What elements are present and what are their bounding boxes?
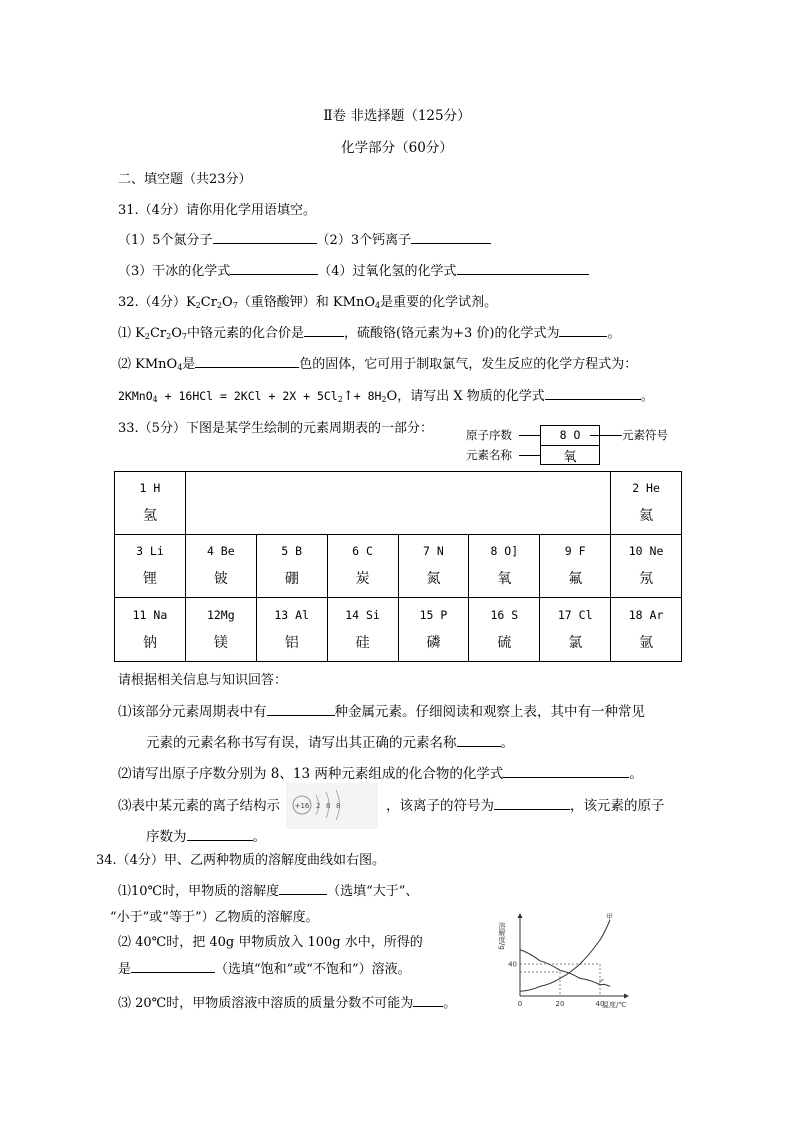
- q34-blank-saturation[interactable]: [131, 960, 215, 973]
- series-line-jia: [520, 920, 610, 991]
- element-name: 氩: [639, 634, 654, 651]
- q32-stem-b: （重铬酸钾）和 KMnO: [237, 295, 375, 310]
- element-cell: [115, 598, 186, 662]
- q32-stem-c: 是重要的化学试剂。: [380, 295, 498, 310]
- q32-blank-color[interactable]: [195, 355, 299, 368]
- q33-s2b: 。: [629, 766, 643, 782]
- q33-s3b: ，该离子的符号为: [386, 798, 494, 814]
- element-name: 硼: [284, 571, 299, 587]
- q32-line-2: [118, 353, 637, 372]
- q31-part2: （2）3个钙离子: [316, 233, 412, 248]
- q32-sub-k: 2: [195, 301, 201, 310]
- q32-l1-sub-k: 2: [144, 332, 150, 341]
- solubility-chart: [500, 910, 636, 1012]
- element-cell: [540, 535, 611, 598]
- element-symbol: 5 B: [281, 544, 303, 558]
- element-symbol: 13 Al: [274, 607, 309, 622]
- q33-s3a: ⑶表中某元素的离子结构示: [118, 798, 280, 814]
- shell-electrons-3: 8: [336, 802, 341, 810]
- gas-arrow-icon: ↑: [342, 389, 354, 404]
- q34-s1a: ⑴10℃时，甲物质的溶解度: [118, 884, 280, 899]
- q31-line-2: [118, 260, 589, 279]
- q31-line-1: [118, 229, 491, 248]
- element-symbol: 2 He: [632, 481, 660, 495]
- q33-s3d: 序数为: [146, 829, 187, 845]
- element-cell: [398, 535, 469, 598]
- q33-blank-compound[interactable]: [503, 765, 629, 778]
- element-symbol: 6 C: [352, 544, 373, 558]
- q32-eq-sub2: 2: [337, 395, 343, 404]
- q32-l2-sub: 4: [177, 363, 183, 372]
- q34-blank-fraction[interactable]: [413, 994, 443, 1007]
- section-title: Ⅱ卷 非选择题（125分）: [323, 108, 471, 124]
- q34-sub3: [118, 992, 456, 1011]
- q32-eq-b: + 16HCl = 2KCl + 2X + 5Cl: [157, 389, 338, 403]
- element-symbol: 8 O]: [490, 544, 519, 558]
- q33-s1a: ⑴该部分元素周期表中有: [118, 704, 267, 720]
- legend-element-name: 元素名称: [466, 448, 512, 462]
- q33-sub3-line2: [146, 825, 266, 845]
- q32-l1-end: 。: [607, 326, 621, 341]
- element-name: 磷: [426, 634, 441, 651]
- q32-l1-o: O: [171, 326, 182, 341]
- q32-blank-x[interactable]: [545, 387, 641, 400]
- q32-blank-valence[interactable]: [304, 324, 344, 337]
- x-tick-label: 0: [517, 1000, 523, 1008]
- nucleus-charge: +16: [294, 802, 310, 810]
- element-name: 炭: [355, 571, 370, 587]
- element-name: 氧: [497, 571, 512, 587]
- q33-blank-correct-name[interactable]: [457, 734, 501, 747]
- q32-l2-text2: 色的固体，它可用于制取氯气，发生反应的化学方程式为：: [299, 357, 638, 372]
- y-axis-arrow-icon: [518, 913, 523, 918]
- q33-blank-atomic-number[interactable]: [187, 828, 253, 841]
- q32-sub-o4: 4: [374, 301, 381, 310]
- element-name: 氯: [568, 634, 583, 651]
- y-axis-label-text: 溶解度/g: [498, 922, 506, 950]
- legend-sample-name: 氧: [563, 450, 577, 465]
- element-cell: [540, 598, 611, 662]
- shell-electrons-2: 8: [326, 802, 331, 810]
- ion-structure-diagram: [286, 783, 378, 829]
- q33-s1c: 元素的元素名称书写有误，请写出其正确的元素名称: [146, 735, 457, 751]
- q31-part4: （4）过氧化氢的化学式: [318, 264, 457, 279]
- series-label: 甲: [606, 913, 613, 921]
- q34-s3a: ⑶ 20℃时，甲物质溶液中溶质的质量分数不可能为: [118, 996, 414, 1011]
- element-symbol: 15 P: [419, 607, 448, 622]
- element-symbol: 3 Li: [136, 544, 164, 558]
- q33-blank-ion-symbol[interactable]: [494, 797, 570, 810]
- q33-s3e: 。: [252, 829, 266, 845]
- element-cell-h: [115, 472, 186, 535]
- q34-stem: 34.（4分）甲、乙两种物质的溶解度曲线如右图。: [96, 853, 385, 868]
- x-axis-arrow-icon: [624, 994, 629, 999]
- element-cell: [185, 535, 256, 598]
- q32-eq-end: 。: [640, 389, 654, 404]
- element-cell-he: [611, 472, 682, 535]
- q31-blank-2[interactable]: [411, 231, 491, 244]
- element-name: 氢: [142, 508, 157, 524]
- element-symbol: 14 Si: [345, 607, 380, 622]
- element-symbol: 4 Be: [206, 544, 235, 558]
- q31-stem: 31.（4分）请你用化学用语填空。: [118, 203, 316, 218]
- element-cell: [327, 535, 398, 598]
- element-cell: [611, 535, 682, 598]
- q32-o: O: [222, 295, 233, 310]
- q32-blank-sulfate[interactable]: [559, 324, 607, 337]
- element-cell: [469, 535, 540, 598]
- element-name: 钠: [142, 634, 157, 651]
- q31-part3: （3）干冰的化学式: [118, 264, 231, 279]
- element-cell: [115, 535, 186, 598]
- table-row: [115, 535, 682, 598]
- q33-sub1-line2: [146, 731, 514, 751]
- q33-sub1-line1: [118, 700, 645, 720]
- table-row: [115, 472, 682, 535]
- q33-s1d: 。: [500, 735, 514, 751]
- fill-in-heading: 二、填空题（共23分）: [118, 172, 252, 187]
- element-name: 氟: [568, 571, 583, 587]
- element-name: 镁: [213, 634, 228, 651]
- element-symbol: 9 F: [564, 544, 586, 558]
- legend-sample-symbol: 8 O: [559, 428, 581, 442]
- element-cell: [185, 598, 256, 662]
- x-tick-label: 20: [555, 1000, 565, 1008]
- q31-part1: （1）5个氮分子: [118, 233, 213, 248]
- empty-span-cell: [185, 472, 610, 535]
- q32-eq-c: + 8H: [353, 389, 382, 403]
- legend-atomic-number: 原子序数: [466, 428, 512, 442]
- q34-blank-compare[interactable]: [279, 882, 327, 895]
- q33-s2a: ⑵请写出原子序数分别为 8、13 两种元素组成的化合物的化学式: [118, 766, 504, 782]
- element-name: 氮: [426, 571, 441, 587]
- q32-l2-prefix: ⑵ KMnO: [118, 357, 178, 372]
- element-symbol: 11 Na: [132, 607, 168, 622]
- q31-blank-1[interactable]: [213, 231, 317, 244]
- shell-electrons-1: 2: [316, 802, 321, 810]
- q33-after: 请根据相关信息与知识回答：: [118, 673, 288, 688]
- element-name: 硫: [497, 634, 512, 651]
- q34-sub2-line1: ⑵ 40℃时，把 40g 甲物质放入 100g 水中，所得的: [118, 935, 423, 950]
- element-name: 锂: [142, 571, 157, 587]
- q32-line-1: [118, 322, 620, 341]
- element-cell: [611, 598, 682, 662]
- element-cell: [327, 598, 398, 662]
- periodic-table: [114, 471, 682, 662]
- element-symbol: 1 H: [139, 481, 161, 495]
- q32-l1-cr: Cr: [149, 326, 167, 341]
- element-cell: [398, 598, 469, 662]
- q32-sub-o: 7: [232, 301, 238, 310]
- q33-sub2: [118, 762, 643, 782]
- element-cell: [469, 598, 540, 662]
- q32-sub-cr: 2: [216, 301, 223, 310]
- q32-l1-sub-cr: 2: [166, 332, 172, 341]
- q34-sub2-line2: [118, 958, 411, 977]
- q32-l1-sub-o: 7: [181, 332, 187, 341]
- q34-sub1-line2: “小于”或“等于”）乙物质的溶解度。: [110, 910, 319, 925]
- q32-eq-a: 2KMnO: [118, 389, 153, 403]
- q33-sub3-line1: [118, 794, 280, 814]
- q32-eq-d: O，请写出 X 物质的化学式: [386, 389, 545, 404]
- q32-l1-text2: ，硫酸铬(铬元素为+3 价)的化学式为: [344, 326, 560, 341]
- element-symbol: 12Mg: [206, 607, 235, 622]
- element-symbol: 18 Ar: [628, 607, 664, 622]
- legend-element-symbol: 元素符号: [622, 428, 668, 442]
- q32-equation-line: [118, 385, 654, 404]
- element-symbol: 16 S: [490, 607, 519, 622]
- q34-s3b: 。: [443, 996, 457, 1011]
- q34-s2b: 是: [118, 962, 132, 977]
- element-name: 铍: [213, 571, 228, 587]
- y-axis-label: [498, 921, 506, 950]
- q31-blank-4[interactable]: [457, 262, 589, 275]
- q34-s2c: （选填“饱和”或“不饱和”）溶液。: [215, 962, 411, 977]
- element-name: 铝: [284, 634, 299, 651]
- q32-l2-text: 是: [182, 357, 196, 372]
- series-label: 乙: [598, 978, 605, 987]
- element-symbol: 7 N: [423, 544, 444, 558]
- x-tick-label: 40: [595, 1000, 605, 1008]
- element-symbol: 17 Cl: [557, 607, 593, 622]
- chemistry-subtitle: 化学部分（60分）: [341, 140, 453, 156]
- q34-sub1-line1: [118, 880, 418, 899]
- element-symbol: 10 Ne: [628, 544, 664, 558]
- element-cell: [256, 598, 327, 662]
- legend-box: [540, 425, 600, 465]
- q32-cr: Cr: [200, 295, 217, 310]
- q33-blank-metal-count[interactable]: [267, 703, 335, 716]
- q32-l1-text: 中铬元素的化合价是: [186, 326, 304, 341]
- element-cell: [256, 535, 327, 598]
- series-line-yi: [520, 950, 610, 987]
- q32-l1-prefix: ⑴ K: [118, 326, 145, 341]
- element-name: 氦: [639, 508, 654, 524]
- q33-stem: 33.（5分）下图是某学生绘制的元素周期表的一部分：: [118, 421, 433, 436]
- q33-s3c: ，该元素的原子: [570, 798, 665, 814]
- q32-stem-a: 32.（4分）K: [118, 295, 196, 310]
- table-row: [115, 598, 682, 662]
- element-name: 硅: [355, 634, 370, 651]
- element-name: 氖: [639, 571, 654, 587]
- q31-blank-3[interactable]: [230, 262, 318, 275]
- q33-s1b: 种金属元素。仔细阅读和观察上表，其中有一种常见: [334, 704, 645, 720]
- series-group: [520, 913, 613, 991]
- q32-eq-sub1: 4: [152, 395, 158, 404]
- legend-line-number: [519, 435, 540, 436]
- q32-stem: [118, 291, 497, 310]
- y-tick-label: 40: [508, 960, 517, 969]
- x-axis-label: 温度/℃: [602, 1001, 627, 1009]
- legend-line-name: [519, 455, 540, 456]
- q32-eq-sub3: 2: [381, 395, 387, 404]
- q34-s1b: （选填“大于”、: [327, 884, 419, 899]
- q33-sub3-line1b: [386, 794, 665, 814]
